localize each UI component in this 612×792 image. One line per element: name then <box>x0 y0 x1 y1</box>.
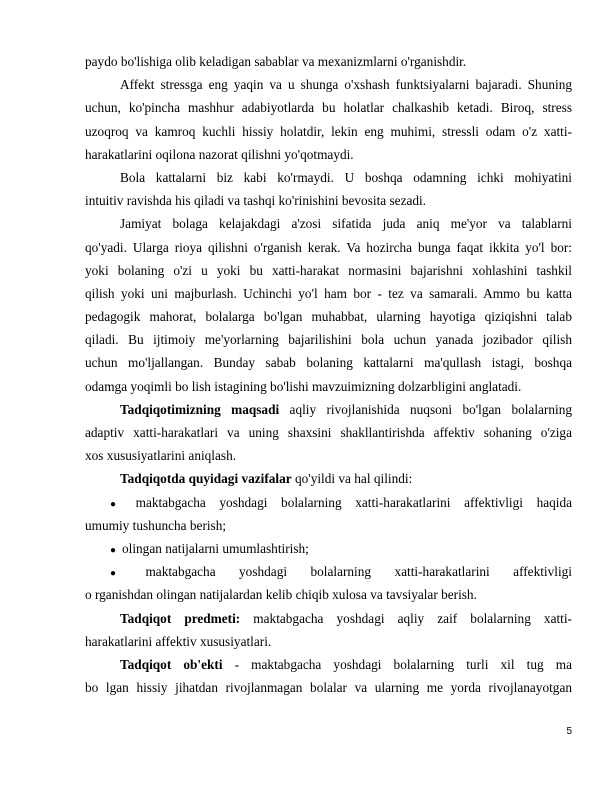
bullet-item-2 <box>85 537 572 560</box>
object-line <box>85 653 572 676</box>
text-line-2: Affekt stressga eng yaqin va u shunga o'xshash funktsiyalarni bajaradi. Shuning <box>120 77 572 93</box>
document-page <box>85 50 572 699</box>
text-line-24: o rganishdan olingan natijalardan kelib chiqib xulosa va tavsiyalar berish. <box>85 587 477 603</box>
text-line-10: yoki bolaning o'zi u yoki bu xatti-harakat normasini bajarishni xohlashini tashkil <box>85 262 572 278</box>
text-line-15: odamga yoqimli bo lish istagining bo'lishi mavzuimizning dolzarbligini anglatadi. <box>85 378 522 394</box>
tasks-text: qo'yildi va hal qilindi: <box>291 471 413 487</box>
bullet-item-1 <box>85 491 572 514</box>
page-number: 5 <box>566 726 572 737</box>
goal-text: aqliy rivojlanishida nuqsoni bo'lgan bolalarning <box>279 401 572 417</box>
text-line-8: Jamiyat bolaga kelajakdagi a'zosi sifatida juda aniq me'yor va talablarni <box>120 216 572 232</box>
text-line-7: intuitiv ravishda his qiladi va tashqi ko'rinishini bevosita sezadi. <box>85 193 427 209</box>
bullet-item-3 <box>85 560 572 583</box>
bullet-icon: ● <box>110 544 117 556</box>
text-line-5: harakatlarini oqilona nazorat qilishni yo'qotmaydi. <box>85 146 354 162</box>
bullet-item-2-text: olingan natijalarni umumlashtirish; <box>122 540 309 556</box>
text-line-26: harakatlarini affektiv xususiyatlari. <box>85 633 272 649</box>
subject-heading: Tadqiqot predmeti: <box>120 610 241 626</box>
bullet-icon: ● <box>110 498 117 510</box>
subject-line <box>85 607 572 630</box>
goal-heading: Tadqiqotimizning maqsadi <box>120 401 280 417</box>
bullet-item-1-text: maktabgacha yoshdagi bolalarning xatti-harakatlarini affektivligi haqida <box>135 494 572 510</box>
subject-text: maktabgacha yoshdagi aqliy zaif bolalarning xatti- <box>240 610 572 626</box>
text-line-4: uzoqroq va kamroq kuchli hissiy holatdir, lekin eng muhimi, stressli odam o'z xatti- <box>85 123 572 139</box>
text-line-14: uchun mo'ljallangan. Bunday sabab bolaning kattalarni ma'qullash istagi, boshqa <box>85 355 572 371</box>
goal-line-1 <box>85 398 572 421</box>
text-line-11: qilish yoki uni majburlash. Uchinchi yo'l ham bor - tez va samarali. Ammo bu katta <box>85 285 572 301</box>
tasks-heading: Tadqiqotda quyidagi vazifalar <box>120 471 292 487</box>
object-heading: Tadqiqot ob'ekti <box>120 656 223 672</box>
text-line-17: adaptiv xatti-harakatlari va uning shaxsini shakllantirishda affektiv sohaning o'ziga <box>85 425 572 440</box>
text-line-9: qo'yadi. Ularga rioya qilishni o'rganish kerak. Va hozircha bunga faqat ikkita yo'l bor: <box>85 239 572 255</box>
text-line-6: Bola kattalarni biz kabi ko'rmaydi. U boshqa odamning ichki mohiyatini <box>120 169 572 185</box>
text-line-1: paydo bo'lishiga olib keladigan sabablar va mexanizmlarni o'rganishdir. <box>85 54 467 69</box>
text-line-28: bo lgan hissiy jihatdan rivojlanmagan bolalar va ularning me yorda rivojlanayotgan <box>85 680 572 696</box>
bullet-icon: ● <box>110 568 117 580</box>
text-line-13: qiladi. Bu ijtimoiy me'yorlarning bajarilishini bola uchun yanada jozibador qilish <box>85 332 572 348</box>
text-line-21: umumiy tushuncha berish; <box>85 517 227 533</box>
text-line-3: uchun, ko'pincha mashhur adabiyotlarda bu holatlar chalkashib ketadi. Biroq, stress <box>85 100 572 116</box>
bullet-item-3-text: maktabgacha yoshdagi bolalarning xatti-harakatlarini affektivligi <box>145 564 572 580</box>
text-line-18: xos xususiyatlarini aniqlash. <box>85 448 237 464</box>
text-line-12: pedagogik mahorat, bolalarga bo'lgan muhabbat, ularning hayotiga qiziqishni talab <box>85 309 572 325</box>
object-text: - maktabgacha yoshdagi bolalarning turli xil tug ma <box>222 656 572 672</box>
tasks-line <box>85 467 572 490</box>
